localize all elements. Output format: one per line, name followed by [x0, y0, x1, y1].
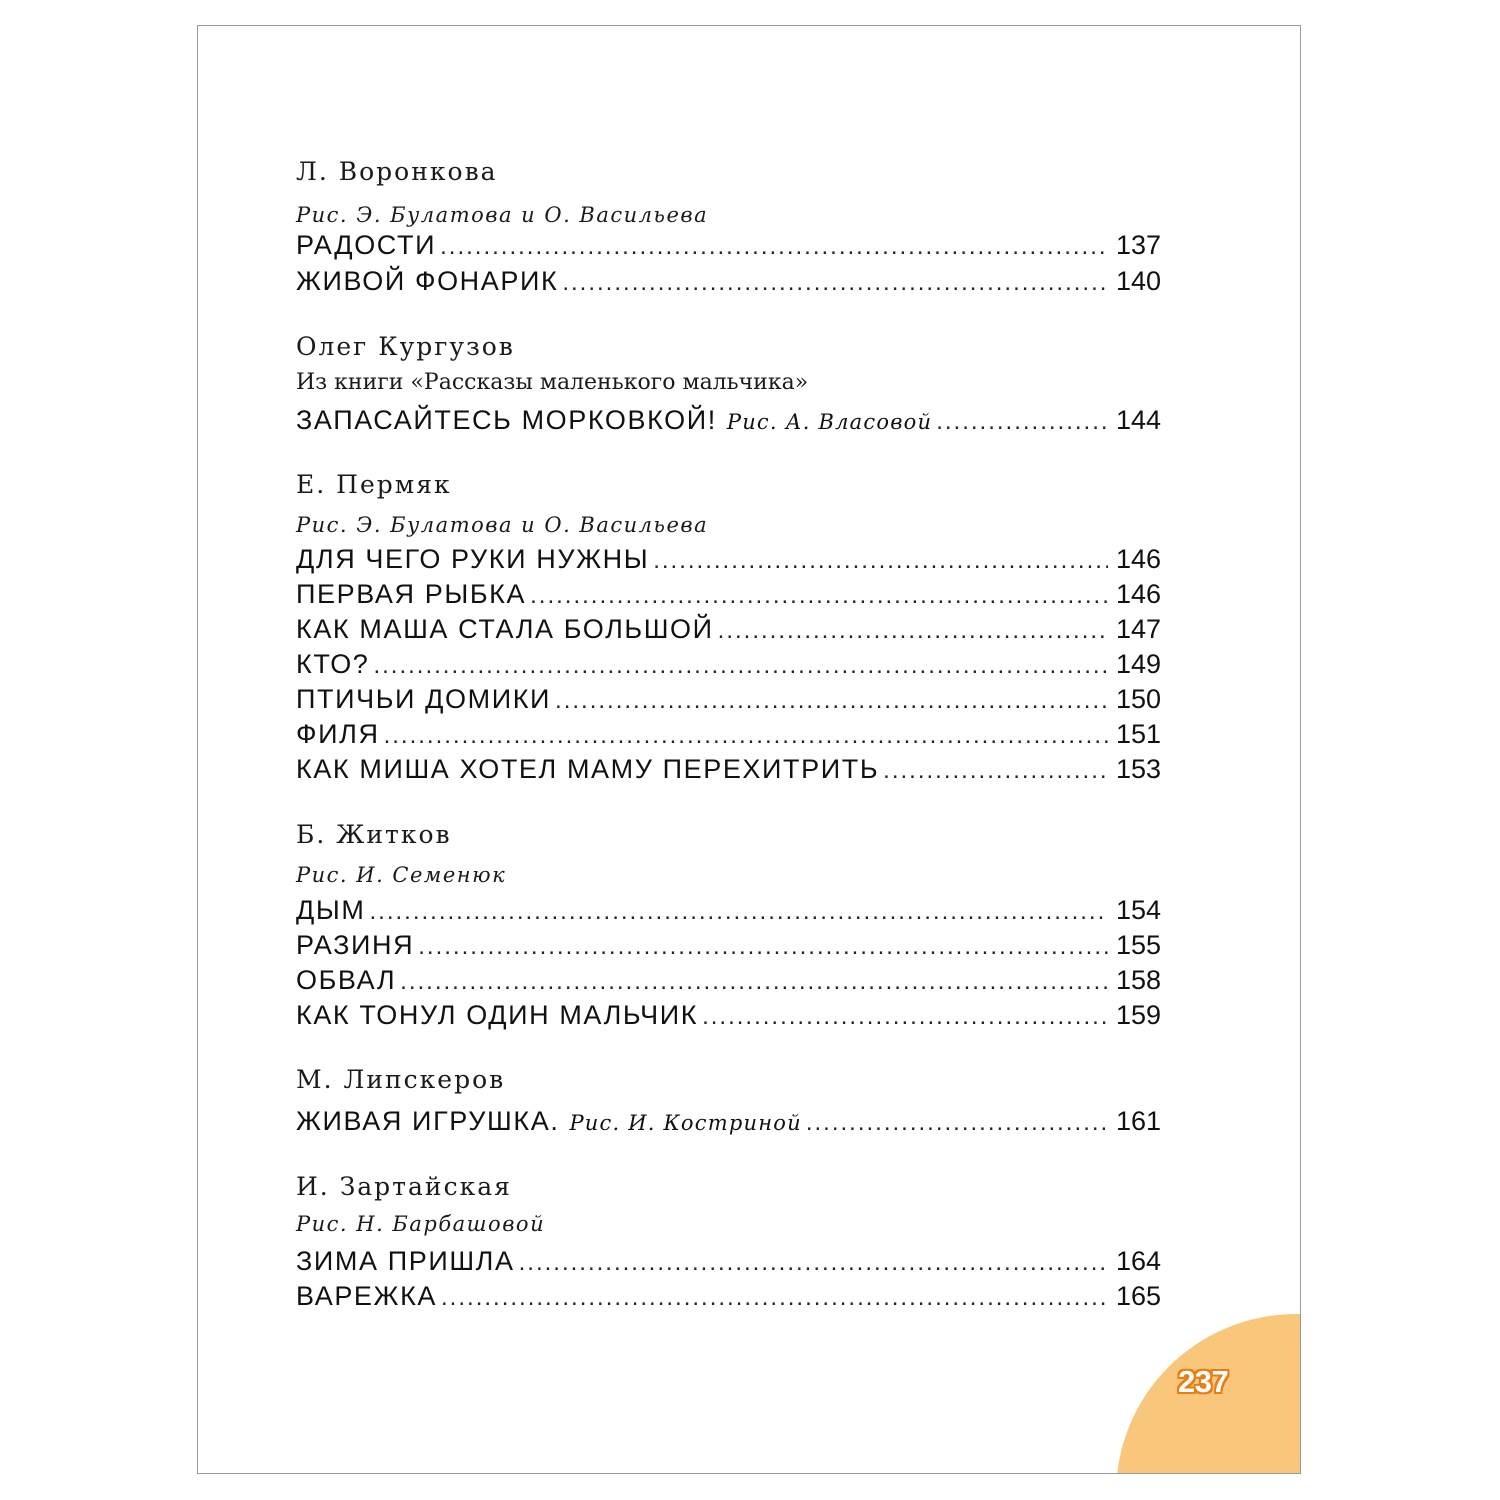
book-source-note: Из книги «Рассказы маленького мальчика»	[296, 370, 809, 395]
illustrator-credit: Рис. И. Семенюк	[296, 863, 507, 887]
dot-leader	[440, 233, 1108, 261]
entry-title: ЗАПАСАЙТЕСЬ МОРКОВКОЙ!	[296, 405, 717, 435]
author-name: Олег Кургузов	[296, 332, 515, 361]
dot-leader	[369, 898, 1107, 926]
entry-page-number: 140	[1115, 266, 1161, 296]
toc-entry[interactable]	[296, 1281, 1161, 1317]
toc-entry[interactable]	[296, 544, 1161, 580]
dot-leader	[519, 1249, 1108, 1277]
toc-entry[interactable]	[296, 1000, 1161, 1036]
entry-page-number: 165	[1115, 1281, 1161, 1311]
toc-entry[interactable]	[296, 230, 1161, 266]
entry-title: ВАРЕЖКА	[296, 1281, 438, 1311]
entry-page-number: 161	[1115, 1106, 1161, 1136]
entry-title: ЖИВОЙ ФОНАРИК	[296, 266, 559, 296]
dot-leader	[936, 408, 1108, 436]
illustrator-credit: Рис. Э. Булатова и О. Васильева	[296, 513, 709, 537]
toc-entry[interactable]	[296, 895, 1161, 931]
entry-page-number: 151	[1115, 719, 1161, 749]
entry-page-number: 146	[1115, 579, 1161, 609]
illustrator-credit: Рис. Н. Барбашовой	[296, 1212, 546, 1236]
dot-leader	[562, 269, 1108, 297]
dot-leader	[441, 1284, 1108, 1312]
entry-title: ПЕРВАЯ РЫБКА	[296, 579, 527, 609]
toc-entry[interactable]	[296, 930, 1161, 966]
entry-page-number: 144	[1115, 405, 1161, 435]
toc-entry[interactable]	[296, 965, 1161, 1001]
illustrator-credit: Рис. Э. Булатова и О. Васильева	[296, 203, 709, 227]
author-name: Е. Пермяк	[296, 470, 452, 499]
dot-leader	[373, 652, 1108, 680]
dot-leader	[806, 1109, 1108, 1137]
entry-page-number: 164	[1115, 1246, 1161, 1276]
entry-page-number: 154	[1115, 895, 1161, 925]
toc-entry[interactable]	[296, 1106, 1161, 1142]
toc-entry[interactable]	[296, 754, 1161, 790]
toc-entry[interactable]	[296, 719, 1161, 755]
dot-leader	[653, 547, 1108, 575]
entry-illustrator: Рис. А. Власовой	[726, 410, 933, 434]
dot-leader	[883, 757, 1108, 785]
entry-illustrator: Рис. И. Костриной	[569, 1111, 802, 1135]
dot-leader	[384, 722, 1108, 750]
entry-title: ПТИЧЬИ ДОМИКИ	[296, 684, 552, 714]
dot-leader	[718, 617, 1108, 645]
entry-page-number: 150	[1115, 684, 1161, 714]
author-name: М. Липскеров	[296, 1065, 506, 1094]
author-name: Л. Воронкова	[296, 157, 498, 186]
toc-entry[interactable]	[296, 405, 1161, 441]
dot-leader	[400, 968, 1108, 996]
entry-page-number: 137	[1115, 230, 1161, 260]
entry-title: РАЗИНЯ	[296, 930, 415, 960]
page-number: 237	[1178, 1364, 1229, 1399]
entry-page-number: 159	[1115, 1000, 1161, 1030]
dot-leader	[555, 687, 1108, 715]
entry-title: ДЫМ	[296, 895, 366, 925]
toc-entry[interactable]	[296, 649, 1161, 685]
entry-page-number: 146	[1115, 544, 1161, 574]
entry-title: ФИЛЯ	[296, 719, 380, 749]
dot-leader	[530, 582, 1108, 610]
entry-page-number: 155	[1115, 930, 1161, 960]
toc-entry[interactable]	[296, 579, 1161, 615]
entry-page-number: 147	[1115, 614, 1161, 644]
entry-title: ОБВАЛ	[296, 965, 397, 995]
entry-title: КАК МАША СТАЛА БОЛЬШОЙ	[296, 614, 714, 644]
toc-entry[interactable]	[296, 614, 1161, 650]
entry-title: РАДОСТИ	[296, 230, 437, 260]
entry-title: КТО?	[296, 649, 370, 679]
author-name: Б. Житков	[296, 820, 452, 849]
author-name: И. Зартайская	[296, 1172, 512, 1201]
entry-page-number: 153	[1115, 754, 1161, 784]
entry-title: ЖИВАЯ ИГРУШКА.	[296, 1106, 560, 1136]
entry-page-number: 158	[1115, 965, 1161, 995]
entry-title: КАК ТОНУЛ ОДИН МАЛЬЧИК	[296, 1000, 699, 1030]
book-page	[197, 25, 1301, 1474]
entry-title: ЗИМА ПРИШЛА	[296, 1246, 515, 1276]
toc-entry[interactable]	[296, 684, 1161, 720]
entry-title: КАК МИША ХОТЕЛ МАМУ ПЕРЕХИТРИТЬ	[296, 754, 880, 784]
toc-entry[interactable]	[296, 266, 1161, 302]
entry-page-number: 149	[1115, 649, 1161, 679]
toc-entry[interactable]	[296, 1246, 1161, 1282]
dot-leader	[702, 1003, 1108, 1031]
entry-title: ДЛЯ ЧЕГО РУКИ НУЖНЫ	[296, 544, 650, 574]
dot-leader	[418, 933, 1108, 961]
